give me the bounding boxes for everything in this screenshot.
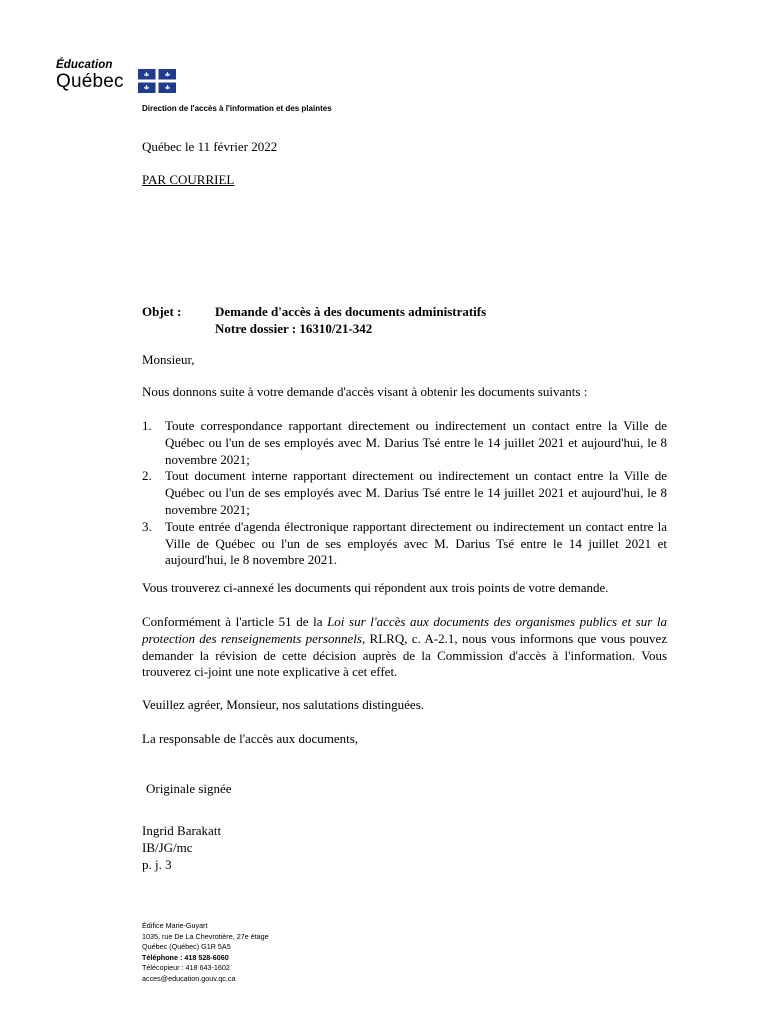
logo-education-text: Éducation	[56, 59, 113, 71]
subject-line-1: Demande d'accès à des documents administratifs	[215, 304, 487, 319]
footer-address	[142, 921, 269, 985]
list-item	[142, 519, 667, 569]
list-item-text: Tout document interne rapportant directement ou indirectement un contact entre la Ville de Québec ou l'un de ses employés avec M. Darius Tsé entre le 14 juillet 2021 et aujourd'hui, le 8 novembre 2021;	[165, 468, 667, 517]
closing-line: Veuillez agréer, Monsieur, nos salutations distinguées.	[142, 697, 425, 712]
footer-phone: Téléphone : 418 528-6060	[142, 952, 229, 962]
signatory-title: La responsable de l'accès aux documents,	[142, 731, 359, 746]
subject-label: Objet :	[142, 304, 182, 319]
annexed-paragraph: Vous trouverez ci-annexé les documents qui répondent aux trois points de votre demande.	[142, 580, 609, 595]
intro-paragraph: Nous donnons suite à votre demande d'accès visant à obtenir les documents suivants :	[142, 384, 588, 399]
request-list	[142, 418, 667, 569]
list-item-number: 2.	[142, 468, 152, 484]
footer-fax: Télécopieur : 418 643-1602	[142, 963, 230, 973]
list-item	[142, 468, 667, 518]
list-item-text: Toute entrée d'agenda électronique rapportant directement ou indirectement un contact entre la Ville de Québec ou l'un de ses employés avec M. Darius Tsé entre le 14 juillet 2021 et aujourd'hui, le 8 novembre 2021.	[165, 518, 667, 568]
footer-building: Édifice Marie-Guyart	[142, 921, 208, 930]
signatory-name: Ingrid Barakatt	[142, 823, 222, 838]
delivery-method: PAR COURRIEL	[142, 172, 235, 187]
attachments-note: p. j. 3	[142, 857, 172, 872]
footer-city: Québec (Québec) G1R 5A5	[142, 942, 231, 952]
list-item-number: 3.	[142, 518, 152, 534]
footer-email: acces@education.gouv.qc.ca	[142, 973, 236, 983]
subject-line-2: Notre dossier : 16310/21-342	[215, 320, 373, 336]
list-item-text: Toute correspondance rapportant directement ou indirectement un contact entre la Ville de Québec ou l'un de ses employés avec M. Darius Tsé entre le 14 juillet 2021 et aujourd'hui, le 8 novembre 2021;	[165, 418, 667, 467]
list-item-number: 1.	[142, 418, 152, 433]
reference-initials: IB/JG/mc	[142, 840, 193, 855]
footer-street: 1035, rue De La Chevrotière, 27e étage	[142, 931, 269, 941]
letter-date: Québec le 11 février 2022	[142, 139, 278, 154]
logo-quebec-text: Québec	[56, 71, 124, 92]
list-item	[142, 418, 667, 468]
law-paragraph	[142, 614, 667, 681]
law-paragraph-rest: RLRQ, c. A-2.1, nous vous informons que vous pouvez demander la révision de cette décision auprès de la Commission d'accès à l'information. Vous trouverez ci-joint une note explicative à cet effet.	[142, 630, 667, 680]
law-title: Loi sur l'accès aux documents des organismes publics et sur la protection des renseignements personnels,	[142, 614, 667, 646]
department-name: Direction de l'accès à l'information et des plaintes	[142, 104, 332, 113]
law-paragraph-intro: Conformément à l'article 51 de la	[142, 614, 328, 629]
quebec-flag-icon	[138, 69, 176, 93]
signed-note: Originale signée	[146, 781, 232, 796]
salutation: Monsieur,	[142, 352, 195, 367]
subject-block	[215, 304, 486, 337]
